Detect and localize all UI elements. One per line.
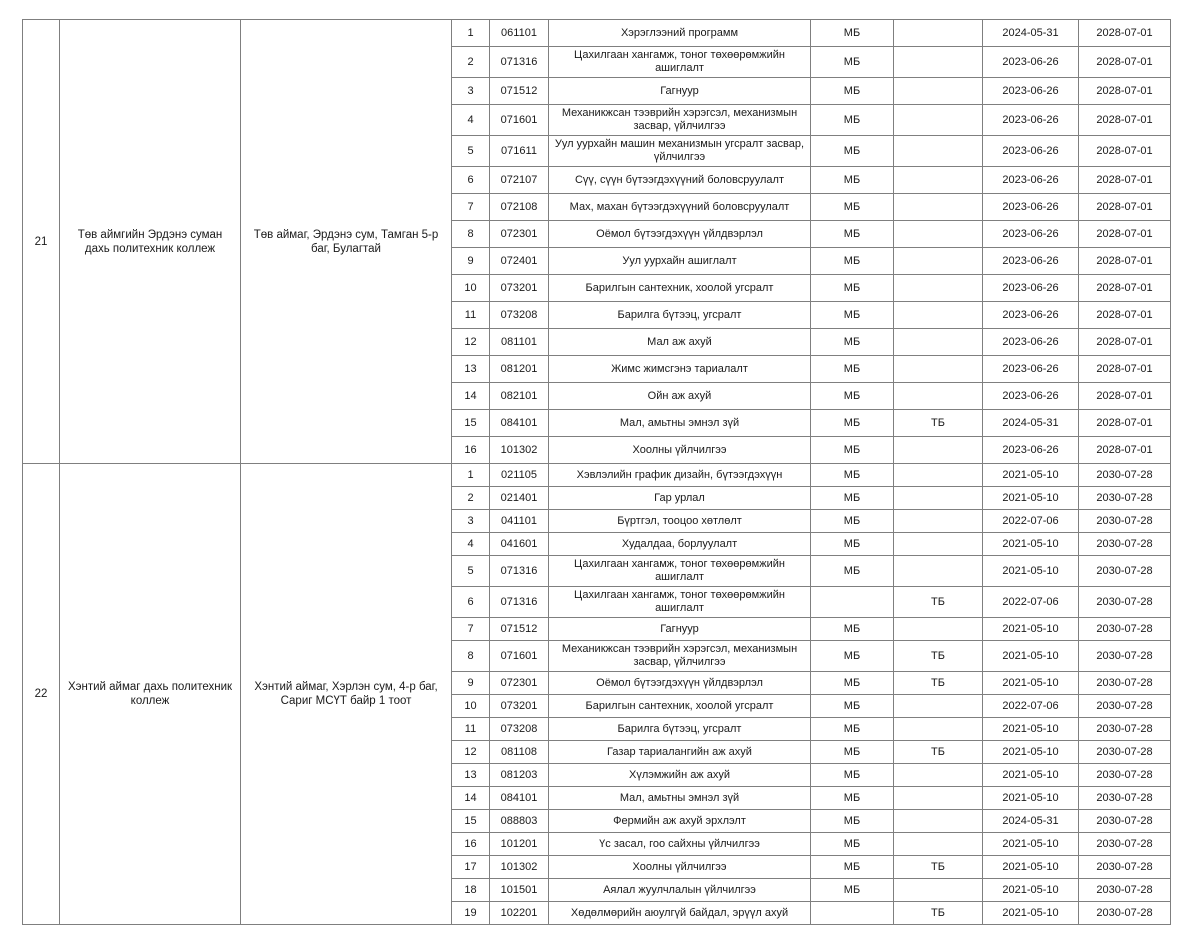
program-end-cell: 2028-07-01	[1079, 47, 1171, 78]
program-tb-cell	[894, 879, 983, 902]
program-program-cell: Хоолны үйлчилгээ	[549, 437, 811, 464]
college-address-cell: Төв аймаг, Эрдэнэ сум, Тамган 5-р баг, Булагтай	[241, 20, 452, 464]
college-no-cell: 22	[23, 464, 60, 925]
program-code-cell: 041101	[490, 510, 549, 533]
program-start-cell: 2023-06-26	[983, 78, 1079, 105]
program-start-cell: 2023-06-26	[983, 136, 1079, 167]
program-start-cell: 2023-06-26	[983, 356, 1079, 383]
program-end-cell: 2028-07-01	[1079, 329, 1171, 356]
program-tb-cell	[894, 78, 983, 105]
program-mb-cell: МБ	[811, 221, 894, 248]
program-start-cell: 2024-05-31	[983, 20, 1079, 47]
program-mb-cell: МБ	[811, 105, 894, 136]
license-table-body	[23, 20, 1171, 925]
program-mb-cell: МБ	[811, 194, 894, 221]
program-sub_no-cell: 15	[452, 410, 490, 437]
program-tb-cell	[894, 221, 983, 248]
program-mb-cell	[811, 902, 894, 925]
program-start-cell: 2021-05-10	[983, 487, 1079, 510]
program-sub_no-cell: 8	[452, 221, 490, 248]
program-sub_no-cell: 7	[452, 194, 490, 221]
program-end-cell: 2028-07-01	[1079, 248, 1171, 275]
program-end-cell: 2028-07-01	[1079, 20, 1171, 47]
program-end-cell: 2030-07-28	[1079, 764, 1171, 787]
program-sub_no-cell: 19	[452, 902, 490, 925]
program-end-cell: 2030-07-28	[1079, 618, 1171, 641]
program-program-cell: Бүртгэл, тооцоо хөтлөлт	[549, 510, 811, 533]
program-start-cell: 2021-05-10	[983, 618, 1079, 641]
program-row	[23, 464, 1171, 487]
program-program-cell: Хөдөлмөрийн аюулгүй байдал, эрүүл ахуй	[549, 902, 811, 925]
program-mb-cell: МБ	[811, 47, 894, 78]
program-code-cell: 073208	[490, 718, 549, 741]
program-end-cell: 2028-07-01	[1079, 356, 1171, 383]
program-end-cell: 2030-07-28	[1079, 787, 1171, 810]
program-end-cell: 2028-07-01	[1079, 167, 1171, 194]
program-program-cell: Үс засал, гоо сайхны үйлчилгээ	[549, 833, 811, 856]
program-start-cell: 2022-07-06	[983, 695, 1079, 718]
program-start-cell: 2021-05-10	[983, 764, 1079, 787]
program-start-cell: 2023-06-26	[983, 275, 1079, 302]
program-row	[23, 20, 1171, 47]
program-mb-cell: МБ	[811, 764, 894, 787]
program-mb-cell: МБ	[811, 136, 894, 167]
program-code-cell: 071512	[490, 618, 549, 641]
program-tb-cell	[894, 464, 983, 487]
program-mb-cell: МБ	[811, 329, 894, 356]
program-mb-cell: МБ	[811, 879, 894, 902]
program-code-cell: 072301	[490, 221, 549, 248]
program-tb-cell	[894, 695, 983, 718]
program-sub_no-cell: 6	[452, 167, 490, 194]
program-start-cell: 2023-06-26	[983, 302, 1079, 329]
program-start-cell: 2022-07-06	[983, 587, 1079, 618]
program-program-cell: Худалдаа, борлуулалт	[549, 533, 811, 556]
program-program-cell: Мал аж ахуй	[549, 329, 811, 356]
program-end-cell: 2030-07-28	[1079, 556, 1171, 587]
program-start-cell: 2021-05-10	[983, 718, 1079, 741]
program-mb-cell: МБ	[811, 787, 894, 810]
program-tb-cell: ТБ	[894, 741, 983, 764]
program-code-cell: 073208	[490, 302, 549, 329]
program-tb-cell	[894, 302, 983, 329]
program-sub_no-cell: 7	[452, 618, 490, 641]
program-code-cell: 021401	[490, 487, 549, 510]
program-sub_no-cell: 14	[452, 787, 490, 810]
program-start-cell: 2021-05-10	[983, 879, 1079, 902]
program-tb-cell	[894, 810, 983, 833]
program-start-cell: 2021-05-10	[983, 672, 1079, 695]
program-code-cell: 088803	[490, 810, 549, 833]
program-sub_no-cell: 1	[452, 20, 490, 47]
program-program-cell: Хоолны үйлчилгээ	[549, 856, 811, 879]
program-tb-cell: ТБ	[894, 410, 983, 437]
program-program-cell: Барилга бүтээц, угсралт	[549, 718, 811, 741]
program-code-cell: 101302	[490, 437, 549, 464]
program-start-cell: 2023-06-26	[983, 329, 1079, 356]
program-code-cell: 071601	[490, 641, 549, 672]
program-sub_no-cell: 3	[452, 78, 490, 105]
program-sub_no-cell: 15	[452, 810, 490, 833]
program-mb-cell: МБ	[811, 641, 894, 672]
college-name-cell: Хэнтий аймаг дахь политехник коллеж	[60, 464, 241, 925]
program-end-cell: 2030-07-28	[1079, 902, 1171, 925]
program-end-cell: 2030-07-28	[1079, 695, 1171, 718]
program-end-cell: 2030-07-28	[1079, 856, 1171, 879]
program-end-cell: 2030-07-28	[1079, 587, 1171, 618]
program-end-cell: 2030-07-28	[1079, 533, 1171, 556]
program-tb-cell	[894, 105, 983, 136]
program-end-cell: 2030-07-28	[1079, 487, 1171, 510]
program-program-cell: Гар урлал	[549, 487, 811, 510]
program-code-cell: 081108	[490, 741, 549, 764]
program-program-cell: Оёмол бүтээгдэхүүн үйлдвэрлэл	[549, 221, 811, 248]
program-code-cell: 041601	[490, 533, 549, 556]
program-tb-cell: ТБ	[894, 641, 983, 672]
program-program-cell: Цахилгаан хангамж, тоног төхөөрөмжийн ашиглалт	[549, 587, 811, 618]
program-end-cell: 2028-07-01	[1079, 221, 1171, 248]
program-sub_no-cell: 13	[452, 356, 490, 383]
program-sub_no-cell: 16	[452, 833, 490, 856]
program-sub_no-cell: 4	[452, 105, 490, 136]
program-start-cell: 2021-05-10	[983, 741, 1079, 764]
program-sub_no-cell: 10	[452, 695, 490, 718]
program-code-cell: 084101	[490, 410, 549, 437]
program-end-cell: 2030-07-28	[1079, 810, 1171, 833]
program-program-cell: Уул уурхайн ашиглалт	[549, 248, 811, 275]
program-code-cell: 071316	[490, 587, 549, 618]
program-start-cell: 2021-05-10	[983, 856, 1079, 879]
college-address-cell: Хэнтий аймаг, Хэрлэн сум, 4-р баг, Сариг МСҮТ байр 1 тоот	[241, 464, 452, 925]
program-sub_no-cell: 14	[452, 383, 490, 410]
program-program-cell: Гагнуур	[549, 78, 811, 105]
program-start-cell: 2021-05-10	[983, 556, 1079, 587]
program-end-cell: 2030-07-28	[1079, 718, 1171, 741]
program-sub_no-cell: 13	[452, 764, 490, 787]
program-code-cell: 072108	[490, 194, 549, 221]
program-tb-cell: ТБ	[894, 902, 983, 925]
program-code-cell: 071316	[490, 556, 549, 587]
program-end-cell: 2030-07-28	[1079, 741, 1171, 764]
program-end-cell: 2028-07-01	[1079, 275, 1171, 302]
program-start-cell: 2023-06-26	[983, 437, 1079, 464]
program-mb-cell: МБ	[811, 302, 894, 329]
program-end-cell: 2028-07-01	[1079, 105, 1171, 136]
program-start-cell: 2023-06-26	[983, 105, 1079, 136]
program-tb-cell	[894, 437, 983, 464]
program-sub_no-cell: 12	[452, 329, 490, 356]
program-tb-cell: ТБ	[894, 587, 983, 618]
program-code-cell: 081201	[490, 356, 549, 383]
program-tb-cell	[894, 533, 983, 556]
program-mb-cell: МБ	[811, 556, 894, 587]
program-tb-cell	[894, 718, 983, 741]
program-tb-cell	[894, 510, 983, 533]
program-tb-cell	[894, 787, 983, 810]
program-end-cell: 2030-07-28	[1079, 510, 1171, 533]
program-sub_no-cell: 5	[452, 136, 490, 167]
program-end-cell: 2030-07-28	[1079, 641, 1171, 672]
program-mb-cell: МБ	[811, 741, 894, 764]
college-name-cell: Төв аймгийн Эрдэнэ суман дахь политехник коллеж	[60, 20, 241, 464]
program-mb-cell: МБ	[811, 410, 894, 437]
program-program-cell: Цахилгаан хангамж, тоног төхөөрөмжийн ашиглалт	[549, 47, 811, 78]
program-sub_no-cell: 12	[452, 741, 490, 764]
program-tb-cell	[894, 275, 983, 302]
program-mb-cell: МБ	[811, 618, 894, 641]
program-end-cell: 2028-07-01	[1079, 194, 1171, 221]
program-code-cell: 071601	[490, 105, 549, 136]
program-mb-cell: МБ	[811, 78, 894, 105]
program-end-cell: 2030-07-28	[1079, 464, 1171, 487]
program-program-cell: Фермийн аж ахуй эрхлэлт	[549, 810, 811, 833]
program-program-cell: Аялал жуулчлалын үйлчилгээ	[549, 879, 811, 902]
program-program-cell: Барилга бүтээц, угсралт	[549, 302, 811, 329]
program-program-cell: Жимс жимсгэнэ тариалалт	[549, 356, 811, 383]
program-sub_no-cell: 17	[452, 856, 490, 879]
program-tb-cell	[894, 167, 983, 194]
program-mb-cell: МБ	[811, 533, 894, 556]
program-mb-cell	[811, 587, 894, 618]
program-program-cell: Мах, махан бүтээгдэхүүний боловсруулалт	[549, 194, 811, 221]
program-code-cell: 021105	[490, 464, 549, 487]
program-start-cell: 2023-06-26	[983, 248, 1079, 275]
program-sub_no-cell: 9	[452, 248, 490, 275]
program-code-cell: 071316	[490, 47, 549, 78]
program-code-cell: 061101	[490, 20, 549, 47]
program-program-cell: Оёмол бүтээгдэхүүн үйлдвэрлэл	[549, 672, 811, 695]
program-program-cell: Ойн аж ахуй	[549, 383, 811, 410]
program-end-cell: 2030-07-28	[1079, 672, 1171, 695]
program-mb-cell: МБ	[811, 167, 894, 194]
program-start-cell: 2022-07-06	[983, 510, 1079, 533]
program-mb-cell: МБ	[811, 718, 894, 741]
program-code-cell: 101201	[490, 833, 549, 856]
program-start-cell: 2021-05-10	[983, 464, 1079, 487]
program-tb-cell	[894, 136, 983, 167]
program-sub_no-cell: 5	[452, 556, 490, 587]
program-code-cell: 102201	[490, 902, 549, 925]
program-end-cell: 2028-07-01	[1079, 437, 1171, 464]
program-tb-cell: ТБ	[894, 672, 983, 695]
program-sub_no-cell: 2	[452, 487, 490, 510]
program-end-cell: 2028-07-01	[1079, 136, 1171, 167]
program-tb-cell	[894, 487, 983, 510]
program-sub_no-cell: 9	[452, 672, 490, 695]
program-sub_no-cell: 11	[452, 718, 490, 741]
program-program-cell: Мал, амьтны эмнэл зүй	[549, 787, 811, 810]
program-code-cell: 082101	[490, 383, 549, 410]
program-program-cell: Механикжсан тээврийн хэрэгсэл, механизмын засвар, үйлчилгээ	[549, 641, 811, 672]
program-mb-cell: МБ	[811, 275, 894, 302]
program-code-cell: 072301	[490, 672, 549, 695]
program-start-cell: 2024-05-31	[983, 810, 1079, 833]
program-program-cell: Хэвлэлийн график дизайн, бүтээгдэхүүн	[549, 464, 811, 487]
program-start-cell: 2023-06-26	[983, 194, 1079, 221]
program-end-cell: 2030-07-28	[1079, 833, 1171, 856]
program-start-cell: 2023-06-26	[983, 221, 1079, 248]
program-sub_no-cell: 11	[452, 302, 490, 329]
program-start-cell: 2021-05-10	[983, 902, 1079, 925]
program-code-cell: 081101	[490, 329, 549, 356]
program-tb-cell	[894, 194, 983, 221]
program-program-cell: Хүлэмжийн аж ахуй	[549, 764, 811, 787]
program-sub_no-cell: 18	[452, 879, 490, 902]
program-code-cell: 072107	[490, 167, 549, 194]
program-program-cell: Гагнуур	[549, 618, 811, 641]
program-tb-cell	[894, 764, 983, 787]
program-start-cell: 2023-06-26	[983, 47, 1079, 78]
program-code-cell: 071512	[490, 78, 549, 105]
program-start-cell: 2021-05-10	[983, 641, 1079, 672]
program-tb-cell	[894, 383, 983, 410]
program-mb-cell: МБ	[811, 383, 894, 410]
program-program-cell: Барилгын сантехник, хоолой угсралт	[549, 275, 811, 302]
program-mb-cell: МБ	[811, 810, 894, 833]
program-code-cell: 073201	[490, 695, 549, 718]
program-sub_no-cell: 1	[452, 464, 490, 487]
program-code-cell: 101501	[490, 879, 549, 902]
program-sub_no-cell: 3	[452, 510, 490, 533]
program-program-cell: Сүү, сүүн бүтээгдэхүүний боловсруулалт	[549, 167, 811, 194]
program-program-cell: Хэрэглээний программ	[549, 20, 811, 47]
college-no-cell: 21	[23, 20, 60, 464]
program-mb-cell: МБ	[811, 248, 894, 275]
program-tb-cell	[894, 556, 983, 587]
program-mb-cell: МБ	[811, 856, 894, 879]
program-program-cell: Механикжсан тээврийн хэрэгсэл, механизмын засвар, үйлчилгээ	[549, 105, 811, 136]
program-end-cell: 2028-07-01	[1079, 302, 1171, 329]
program-tb-cell	[894, 833, 983, 856]
program-mb-cell: МБ	[811, 356, 894, 383]
program-mb-cell: МБ	[811, 833, 894, 856]
program-start-cell: 2023-06-26	[983, 383, 1079, 410]
program-code-cell: 084101	[490, 787, 549, 810]
program-end-cell: 2028-07-01	[1079, 383, 1171, 410]
program-tb-cell	[894, 356, 983, 383]
program-start-cell: 2023-06-26	[983, 167, 1079, 194]
program-program-cell: Барилгын сантехник, хоолой угсралт	[549, 695, 811, 718]
program-end-cell: 2028-07-01	[1079, 410, 1171, 437]
license-table	[22, 19, 1171, 925]
program-tb-cell	[894, 618, 983, 641]
program-mb-cell: МБ	[811, 464, 894, 487]
program-program-cell: Уул уурхайн машин механизмын угсралт засвар, үйлчилгээ	[549, 136, 811, 167]
program-sub_no-cell: 2	[452, 47, 490, 78]
program-tb-cell	[894, 20, 983, 47]
program-start-cell: 2021-05-10	[983, 833, 1079, 856]
program-tb-cell	[894, 248, 983, 275]
program-start-cell: 2021-05-10	[983, 787, 1079, 810]
program-sub_no-cell: 4	[452, 533, 490, 556]
program-end-cell: 2028-07-01	[1079, 78, 1171, 105]
program-code-cell: 072401	[490, 248, 549, 275]
program-code-cell: 081203	[490, 764, 549, 787]
program-program-cell: Цахилгаан хангамж, тоног төхөөрөмжийн ашиглалт	[549, 556, 811, 587]
program-mb-cell: МБ	[811, 510, 894, 533]
program-mb-cell: МБ	[811, 672, 894, 695]
program-start-cell: 2021-05-10	[983, 533, 1079, 556]
program-mb-cell: МБ	[811, 20, 894, 47]
program-sub_no-cell: 8	[452, 641, 490, 672]
program-mb-cell: МБ	[811, 487, 894, 510]
program-tb-cell	[894, 329, 983, 356]
program-program-cell: Мал, амьтны эмнэл зүй	[549, 410, 811, 437]
program-mb-cell: МБ	[811, 437, 894, 464]
program-code-cell: 101302	[490, 856, 549, 879]
program-sub_no-cell: 6	[452, 587, 490, 618]
program-end-cell: 2030-07-28	[1079, 879, 1171, 902]
program-code-cell: 073201	[490, 275, 549, 302]
program-sub_no-cell: 10	[452, 275, 490, 302]
program-tb-cell	[894, 47, 983, 78]
program-tb-cell: ТБ	[894, 856, 983, 879]
program-sub_no-cell: 16	[452, 437, 490, 464]
program-start-cell: 2024-05-31	[983, 410, 1079, 437]
program-mb-cell: МБ	[811, 695, 894, 718]
program-code-cell: 071611	[490, 136, 549, 167]
program-program-cell: Газар тариалангийн аж ахуй	[549, 741, 811, 764]
